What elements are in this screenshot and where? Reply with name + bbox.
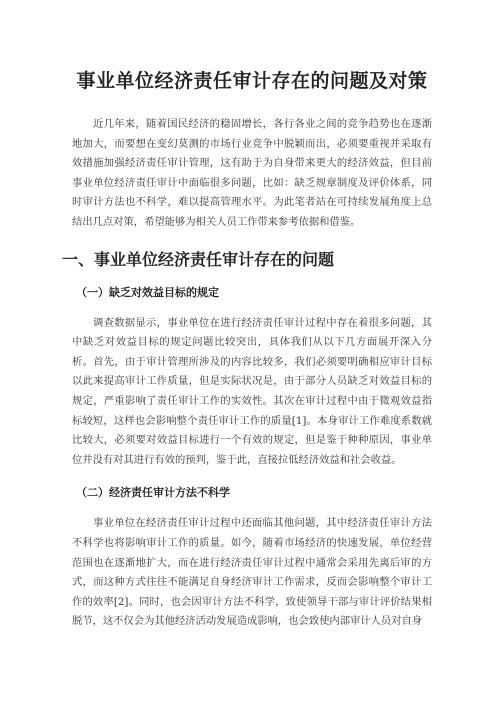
intro-paragraph: 近几年来，随着国民经济的稳固增长，各行各业之间的竞争趋势也在逐渐地加大，而要想在变幻莫测的市场行业竞争中脱颖而出，必须要重视并采取有效措施加强经济责任审计管理，这有助于为自身带来更大的经济效益，但目前事业单位经济责任审计中面临很多问题，比如：缺乏规章制度及评价体系，同时审计方法也不科学，难以提高管理水平。为此笔者站在可持续发展角度上总结出几点对策，希望能够为相关人员工作带来参考依据和借鉴。: [72, 118, 432, 228]
subsection-2-heading: （二）经济责任审计方法不科学: [76, 486, 230, 500]
subsection-1-paragraph: 调查数据显示，事业单位在进行经济责任审计过程中存在着很多问题，其中缺乏对效益目标的规定问题比较突出，具体我们从以下几方面展开深入分析。首先，由于审计管理所涉及的内容比较多，我们必须要明确相应审计目标以此来提高审计工作质量，但是实际状况是，由于部分人员缺乏对效益目标的规定，严重影响了责任审计工作的实效性。其次在审计过程中由于微观效益指标较短，这样也会影响整个责任审计工作的质量[1]。本身审计工作难度系数就比较大，必须要对效益目标进行一个有效的规定，但是鉴于种种原因，事业单位并没有对其进行有效的预判，鉴于此，直接拉低经济效益和社会收益。: [72, 316, 432, 466]
section-1-heading: 一、事业单位经济责任审计存在的问题: [62, 249, 335, 269]
document-title: 事业单位经济责任审计存在的问题及对策: [76, 70, 428, 92]
subsection-1-heading: （一）缺乏对效益目标的规定: [76, 285, 219, 299]
subsection-2-paragraph: 事业单位在经济责任审计过程中还面临其他问题，其中经济责任审计方法不科学也将影响审计工作的质量。如今，随着市场经济的快速发展，单位经营范围也在逐渐地扩大，而在进行经济责任审计过程中通常会采用先离后审的方式，而这种方式往往不能满足自身经济审计工作需求，反而会影响整个审计工作的效率[2]。同时，也会因审计方法不科学，致使领导干部与审计评价结果相脱节，这不仅会为其他经济活动发展造成影响，也会致使内部审计人员对自身: [72, 517, 432, 628]
